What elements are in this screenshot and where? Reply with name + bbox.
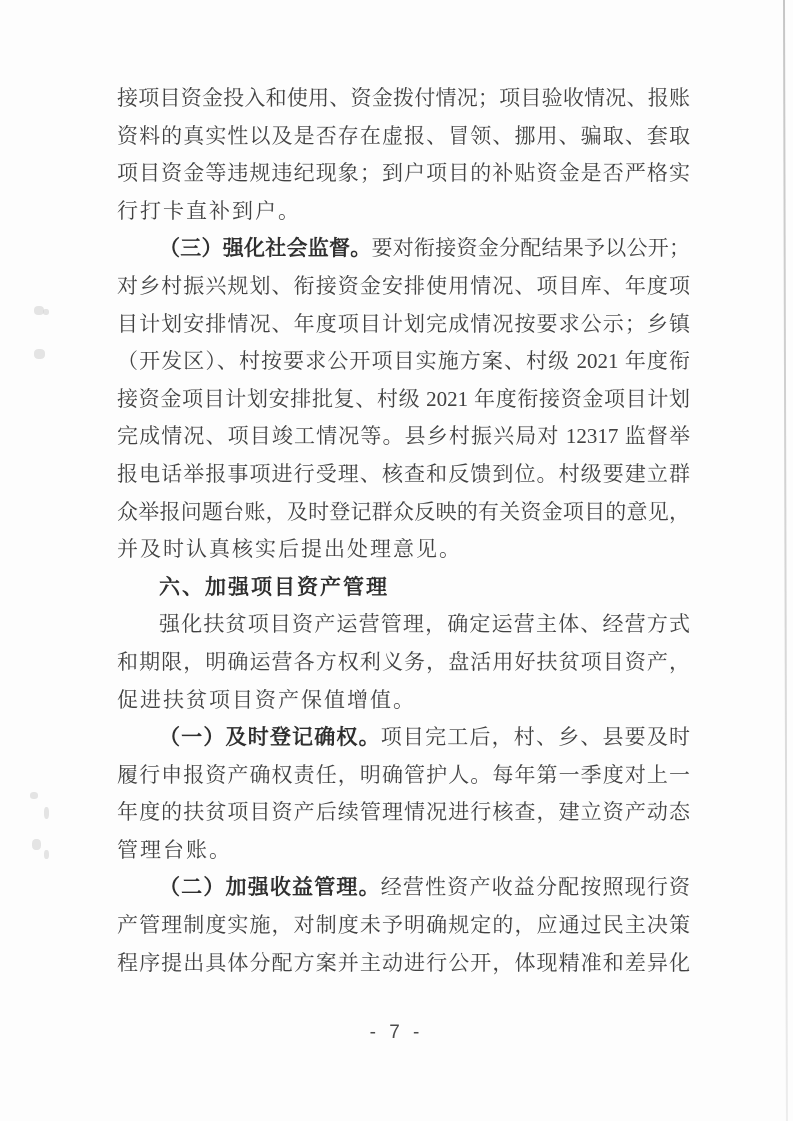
page-number: - 7 - xyxy=(369,1022,424,1043)
body-text: 对乡村振兴规划、衔接资金安排使用情况、项目库、年度项 xyxy=(117,273,690,298)
text-line xyxy=(117,155,690,193)
body-text: 报电话举报事项进行受理、核查和反馈到位。村级要建立群 xyxy=(117,461,690,486)
scan-speck xyxy=(34,349,45,359)
body-text: 接项目资金投入和使用、资金拨付情况；项目验收情况、报账 xyxy=(117,86,690,110)
scan-edge-line xyxy=(783,0,788,1121)
scan-speck xyxy=(32,839,41,850)
body-text: 资料的真实性以及是否存在虚报、冒领、挪用、骗取、套取 xyxy=(117,123,690,148)
text-line xyxy=(117,644,690,682)
body-text: 程序提出具体分配方案并主动进行公开，体现精准和差异化 xyxy=(117,950,690,975)
scan-speck xyxy=(43,309,49,315)
scan-speck xyxy=(44,807,49,819)
body-text: 完成情况、项目竣工情况等。县乡村振兴局对 12317 监督举 xyxy=(117,424,690,449)
body-text: 年度的扶贫项目资产后续管理情况进行核查，建立资产动态 xyxy=(117,800,690,825)
body-text: 强化扶贫项目资产运营管理，确定运营主体、经营方式 xyxy=(159,612,690,637)
text-line xyxy=(117,118,690,156)
body-text: 众举报问题台账，及时登记群众反映的有关资金项目的意见， xyxy=(117,499,690,524)
text-line xyxy=(117,456,690,494)
body-text: 接资金项目计划安排批复、村级 2021 年度衔接资金项目计划 xyxy=(117,386,690,411)
text-line xyxy=(117,757,690,795)
text-line xyxy=(117,343,690,381)
heading-text: （二）加强收益管理。 xyxy=(159,875,381,900)
body-text: 经营性资产收益分配按照现行资 xyxy=(380,875,691,900)
body-text: 产管理制度实施，对制度未予明确规定的，应通过民主决策 xyxy=(117,913,690,938)
body-text: 行打卡直补到户。 xyxy=(117,198,301,223)
text-line xyxy=(117,193,690,231)
scan-speck xyxy=(30,792,38,799)
text-line xyxy=(117,494,690,532)
body-text: 履行申报资产确权责任，明确管护人。每年第一季度对上一 xyxy=(117,762,690,787)
text-line xyxy=(117,945,690,983)
text-line xyxy=(117,682,690,720)
text-line xyxy=(117,606,690,644)
body-text: 项目资金等违规违纪现象；到户项目的补贴资金是否严格实 xyxy=(117,161,690,186)
heading-text: 六、加强项目资产管理 xyxy=(159,574,389,599)
text-line xyxy=(117,794,690,832)
text-line xyxy=(117,80,690,118)
text-line xyxy=(117,907,690,945)
heading-text: （三）强化社会监督。 xyxy=(159,236,372,261)
text-line xyxy=(117,306,690,344)
body-text: （开发区）、村按要求公开项目实施方案、村级 2021 年度衔 xyxy=(117,349,690,374)
body-text: 和期限，明确运营各方权利义务，盘活用好扶贫项目资产， xyxy=(117,649,690,674)
text-line xyxy=(117,230,690,268)
text-line xyxy=(117,381,690,419)
document-body xyxy=(117,80,690,982)
section-heading xyxy=(117,569,690,607)
text-line xyxy=(117,719,690,757)
text-line xyxy=(117,268,690,306)
heading-text: （一）及时登记确权。 xyxy=(159,725,381,750)
text-line xyxy=(117,832,690,870)
body-text: 管理台账。 xyxy=(117,837,232,862)
text-line xyxy=(117,418,690,456)
scan-speck xyxy=(44,850,49,859)
body-text: 并及时认真核实后提出处理意见。 xyxy=(117,537,462,562)
body-text: 目计划安排情况、年度项目计划完成情况按要求公示；乡镇 xyxy=(117,311,690,336)
text-line xyxy=(117,531,690,569)
body-text: 要对衔接资金分配结果予以公开； xyxy=(371,236,690,261)
body-text: 项目完工后，村、乡、县要及时 xyxy=(380,725,691,750)
body-text: 促进扶贫项目资产保值增值。 xyxy=(117,687,416,712)
text-line xyxy=(117,869,690,907)
